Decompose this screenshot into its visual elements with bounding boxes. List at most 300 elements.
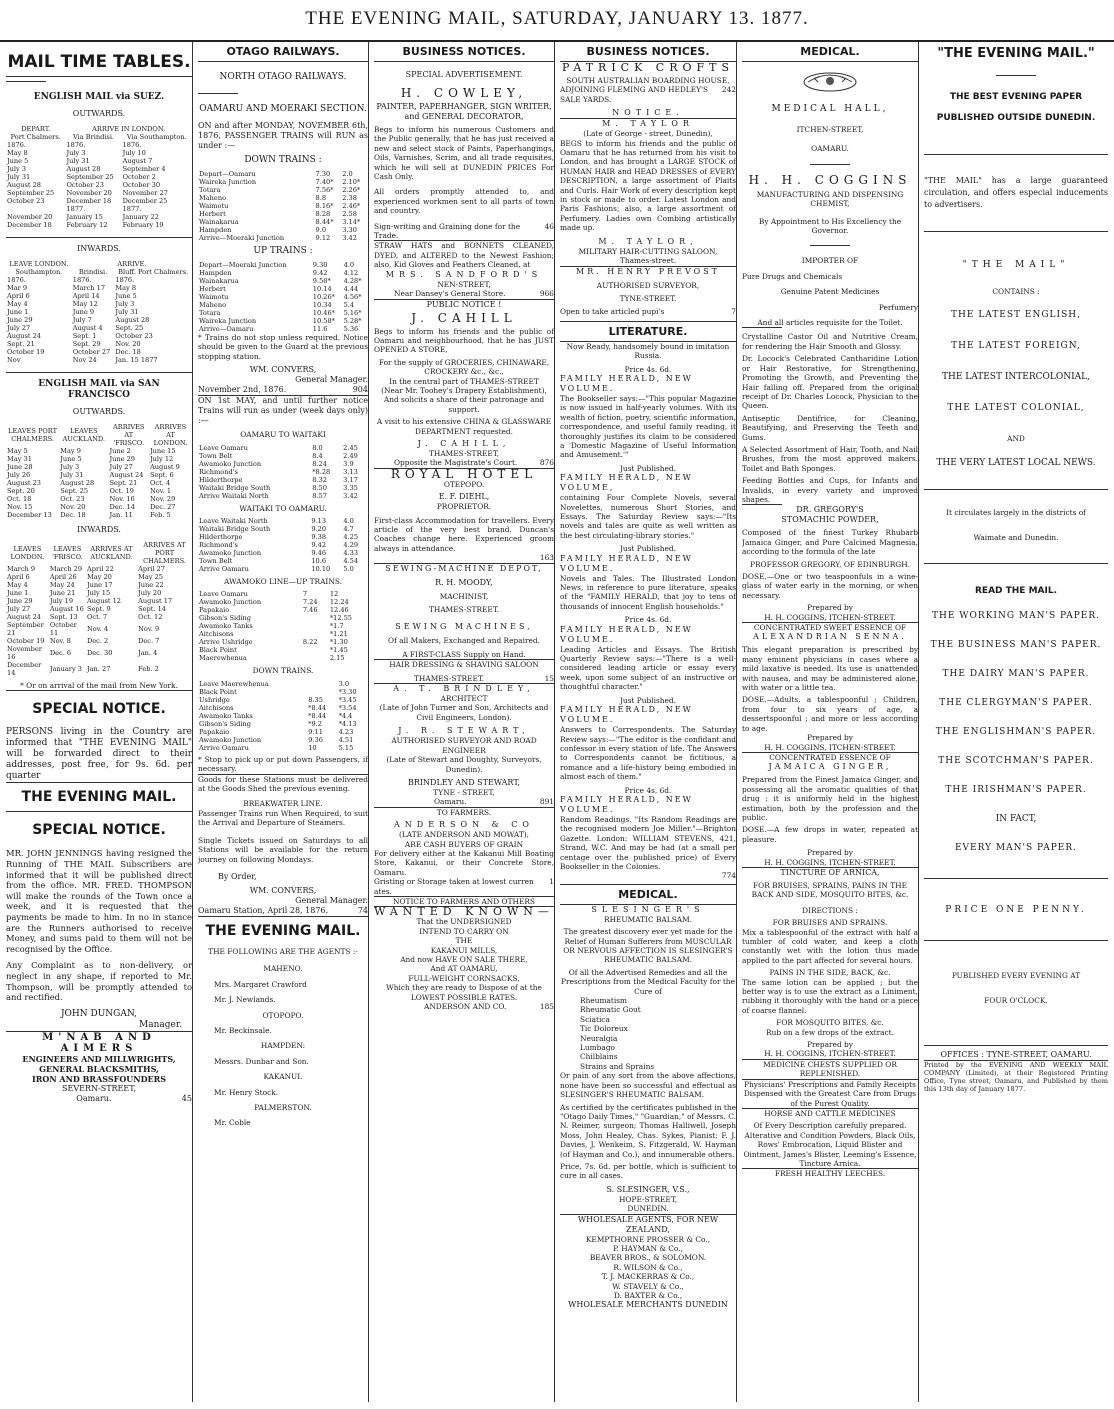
notice-title: NOTICE.	[612, 108, 684, 118]
cahill-supply: For the supply of GROCERIES, CHINAWARE, CROCKERY &c., &c.,	[378, 357, 550, 377]
sf-inwards-label: INWARDS.	[77, 525, 121, 534]
circulation-text: "THE MAIL" has a large guaranteed circulation, and offers especial inducements to advertisers.	[924, 176, 1108, 209]
product-1: Crystalline Castor Oil and Nutritive Cream, for rendering the Hair Smooth and Glossy.	[742, 332, 918, 351]
in-fact: IN FACT,	[995, 813, 1037, 824]
literature-price: Price 4s. 6d.	[624, 785, 672, 795]
to-farmers: TO FARMERS.	[436, 807, 492, 817]
brindley-text: (Late of John Turner and Son, Architects and Civil Engineers, London).	[379, 703, 549, 722]
goods-note: Goods for these Stations must be delivered at the Goods Shed the previous evening.	[198, 774, 368, 794]
agent-place-otopopo: OTOPOPO.	[262, 1010, 304, 1020]
horse-medicines: HORSE AND CATTLE MEDICINES	[764, 1108, 896, 1118]
literature-item	[560, 615, 736, 691]
balsam-title: RHEUMATIC BALSAM.	[604, 914, 692, 924]
bs-number: 891	[539, 797, 554, 807]
down-cell: Herbert	[199, 210, 226, 218]
literature-title: FAMILY HERALD, NEW VOLUME.	[560, 705, 693, 725]
column-evening-mail	[924, 42, 1108, 1402]
up-trains-table	[198, 261, 368, 333]
contains-label: CONTAINS :	[992, 287, 1040, 296]
gregory-powder: STOMACHIC POWDER,	[781, 515, 879, 525]
literature-item	[560, 544, 736, 611]
tickets-text: Single Tickets issued on Saturdays to all Stations will be available for the return journey on following Mondays.	[198, 835, 368, 864]
product-2: Dr. Locock's Celebrated Cantharidine Lotion or Hair Restorative, for Strengthening, Promoting the Growth, and Preventing the Hair falling off. Prepared from the original receipt of Dr. Charles Locock, Physician to the Queen.	[742, 354, 918, 411]
literature-intro: Now Ready, handsomely bound in imitation Russia.	[566, 341, 730, 361]
wanted-line-4: KAKANUI MILLS,	[430, 945, 498, 955]
gregory-dose: DOSE.—One or two teaspoonfuls in a wine-glass of water early in the morning, or when necessary.	[742, 572, 918, 600]
up-cell: 10.26*	[312, 293, 335, 301]
column-business-notices-1	[374, 42, 555, 1402]
coggins-appointment: By Appointment to His Excellency the Governor.	[758, 216, 902, 236]
dir-1: FOR BRUISES AND SPRAINS.	[772, 918, 888, 928]
down-cell: Maheno	[199, 194, 227, 202]
sandford-near: Near Dansey's General Store.	[394, 289, 506, 299]
medical-hall: MEDICAL HALL,	[771, 104, 889, 114]
down-row	[198, 186, 368, 194]
business-notices-heading-2: BUSINESS NOTICES.	[560, 42, 736, 62]
down-cell: 2.10*	[342, 178, 361, 186]
down-cell: 7.56*	[315, 186, 334, 194]
agent-place-palmerston: PALMERSTON.	[254, 1102, 312, 1112]
railway-note: * Trains do not stop unless required. Notice should be given to the Guard at the previous stopping station.	[198, 333, 368, 361]
import-2: Genuine Patent Medicines	[780, 287, 880, 297]
literature-list	[560, 365, 736, 872]
literature-price: Just Published.	[619, 695, 677, 705]
four-oclock: FOUR O'CLOCK.	[984, 996, 1048, 1006]
anderson-late: (LATE ANDERSON AND MOWAT),	[398, 830, 530, 840]
otago-railways-heading: OTAGO RAILWAYS.	[198, 42, 368, 62]
the-mail-title: "THE MAIL"	[962, 260, 1070, 270]
date-1: November 2nd, 1876.	[198, 385, 287, 395]
special-advertisement: SPECIAL ADVERTISEMENT.	[405, 70, 523, 79]
down-row	[198, 218, 368, 226]
taylor-text: BEGS to inform his friends and the public of Oamaru that he has returned from his visit to London, and has brought a LARGE STOCK of HUMAN HAIR and HEAD DRESSES of EVERY DESCRIPTION, a large assortment of Plaits and Curls. Hair Work of every description kept in stock or made to order. Latest London and Paris Fashions; also, a large assortment of Perfumery. Ladies own Combing artistically made up.	[560, 138, 736, 233]
toilet: And all articles requisite for the Toilet.	[757, 318, 903, 328]
taylor-name: M. TAYLOR	[602, 119, 694, 129]
oamaru-waitaki-table: Leave Oamaru 8.0 2.45 Town Belt 8.4 2.49 Awamoko Junction 8.24 3.9 Richmond's *8.28 3.13 Hilderthorpe 8.32 3.17 Waitaki Bridge South 8.50 3.35 Arrive Waitaki North 8.57 3.42	[199, 443, 358, 500]
inwards-label: INWARDS.	[77, 244, 121, 253]
down-cell: 7.30	[315, 170, 331, 178]
literature-text: Leading Articles and Essays. The British Quarterly Review says:—"There is a well-considered leading article or essay every week, upon some subject of an instructive or thoughtful character."	[560, 644, 736, 692]
agent-stock: Mr. Henry Stock.	[214, 1087, 279, 1097]
up-row	[198, 269, 368, 277]
up-row	[198, 309, 368, 317]
column-mail-time-tables	[6, 42, 193, 1402]
down-cell: 2.38	[342, 194, 357, 202]
districts-text: Waimate and Dunedin.	[973, 533, 1059, 543]
wholesale-5: T. J. MACKERRAS & Co.,	[601, 1272, 695, 1282]
awamoko-up-table: Leave Oamaru 7 12 Awamoko Junction 7.24 12.24 Papakaio 7.46 12.46 Gibson's Siding *12.55 Awamoko Tanks *1.7 Aitchisons *1.21 Arrive Ushridge 8.22 *1.30 Black Point *1.45 Maerewhenua 2.15	[199, 590, 353, 663]
hair-number: 15	[544, 673, 554, 683]
up-cell: Depart—Moeraki Junction	[199, 261, 287, 269]
sf-inwards-table: LEAVES LONDON. LEAVES 'FRISCO. ARRIVES AT AUCKLAND. ARRIVES AT PORT CHALMERS. March 9 March 29 April 22 April 27 April 6 April 26 May 20 May 25 May 4 May 24 June 17 June 22 June 1 June 21 July 15 July 20 June 29 July 19 August 12 August 17 July 27 August 16 Sept. 9 Sept. 14 August 24 Sept. 13 Oct. 7 Oct. 12 September 21 October 11 Nov. 4 Nov. 9 October 19 Nov. 8 Dec. 2 Dec. 7 November 16 Dec. 6 Dec. 30 Jan. 4 December 14 January 3 Jan. 27 Feb. 2	[7, 541, 186, 677]
published-every-evening: PUBLISHED EVERY EVENING AT	[951, 970, 1081, 980]
literature-item	[560, 786, 736, 872]
and-label: AND	[1007, 434, 1025, 444]
coggins-sig-3: H. H. COGGINS, ITCHEN-STREET.	[764, 857, 896, 867]
sewing-text: Of all Makers, Exchanged and Repaired.	[388, 636, 540, 646]
importer-title: IMPORTER OF	[801, 256, 859, 266]
offices: OFFICES : TYNE-STREET, OAMARU.	[940, 1050, 1092, 1060]
latest-intercolonial: THE LATEST INTERCOLONIAL,	[941, 372, 1091, 383]
down-row	[198, 210, 368, 218]
senna-text: This elegant preparation is prescribed by many eminent physicians in cases where a mild laxative is needed. Its use is unattended with nausea, and may be administered alone, with water or a little tea.	[742, 645, 918, 693]
thames-street: THAMES-STREET.	[428, 605, 500, 615]
wanted-line-5: And now HAVE ON SALE THERE,	[400, 955, 528, 964]
medical-heading: MEDICAL.	[742, 42, 918, 62]
wholesale-agents: WHOLESALE AGENTS, FOR NEW ZEALAND,	[577, 1214, 719, 1234]
balsam-text-2: Of all the Advertised Remedies and all the Prescriptions from the Medical Faculty for the Cure of	[561, 967, 735, 996]
agent-place-kakanui: KAKANUI.	[263, 1072, 303, 1082]
sandford-name: MRS. SANDFORD'S	[385, 269, 543, 279]
taylor-role: MILITARY HAIR-CUTTING SALOON,	[578, 246, 718, 256]
machinist: MACHINIST,	[439, 591, 489, 601]
outwards-label: OUTWARDS.	[72, 109, 126, 118]
prepared-by-4: Prepared by	[807, 1040, 853, 1050]
waitaki-oamaru-title: WAITAKI TO OAMARU.	[239, 503, 327, 513]
up-cell: 5.4	[343, 301, 355, 309]
down-row	[198, 178, 368, 186]
crofts-address: ADJOINING FLEMING AND HEDLEY'S SALE YARDS.	[560, 85, 709, 104]
taylor-signature: M. TAYLOR,	[598, 236, 698, 246]
prevost-name: MR. HENRY PREVOST	[576, 266, 720, 276]
coggins-sig-1: H. H. COGGINS, ITCHEN-STREET.	[764, 612, 896, 622]
wholesale-6: W. STAVELY & Co.,	[612, 1281, 684, 1291]
horse-text: Of Every Description carefully prepared. Alterative and Condition Powders, Black Oils, Rows' Embrocation, Liquid Blister and Ointment, James's Blister, Leeming's Essence, Tincture Arnica.	[743, 1121, 917, 1168]
down-cell: 2.46*	[342, 202, 361, 210]
sf-outwards-label: OUTWARDS.	[72, 407, 126, 416]
literature-title: FAMILY HERALD, NEW VOLUME.	[560, 794, 693, 814]
cowley-number: 46	[544, 221, 554, 231]
hall-address: ITCHEN-STREET,	[796, 125, 864, 134]
up-cell: Waireka Junction	[199, 317, 257, 325]
literature-item	[560, 365, 736, 460]
up-cell: Wainakarua	[199, 277, 239, 285]
up-cell: Totara	[199, 309, 221, 317]
coggins-sig-4: H. H. COGGINS, ITCHEN-STREET.	[764, 1049, 896, 1059]
bs-place: Oamaru.	[434, 797, 467, 807]
special-notice-text: PERSONS living in the Country are informed that "THE EVENING MAIL" will be forwarded direct to their addresses, post free, for 9s. 6d. per quarter	[6, 727, 192, 782]
up-cell: 9.42	[312, 269, 328, 277]
up-row	[198, 317, 368, 325]
dungan-role: Manager.	[138, 1019, 182, 1030]
up-cell: 11.6	[312, 325, 328, 333]
up-cell: 10.14	[312, 285, 332, 293]
sf-title: ENGLISH MAIL via SAN FRANCISCO	[38, 379, 160, 400]
ailment-6: Lumbago	[580, 1043, 615, 1053]
newspaper-title: THE EVENING MAIL, SATURDAY, JANUARY 13. 1877.	[305, 8, 809, 29]
ailment-7: Chilblains	[580, 1052, 618, 1062]
dir-3-text: Rub on a few drops of the extract.	[766, 1027, 894, 1037]
bs-address: TYNE - STREET,	[433, 787, 495, 797]
down-cell: 8.8	[315, 194, 327, 202]
cahill-signature: J. CAHILL,	[417, 438, 511, 448]
literature-title: FAMILY HERALD, NEW VOLUME,	[560, 473, 693, 493]
up-cell: 5.16*	[343, 309, 362, 317]
prepared-by-2: Prepared by	[807, 733, 853, 743]
ailments	[560, 996, 736, 1071]
up-row	[198, 261, 368, 269]
leeches: FRESH HEALTHY LEECHES.	[774, 1169, 886, 1179]
cahill-address: THAMES-STREET,	[428, 448, 500, 458]
medicine-chests: MEDICINE CHESTS SUPPLIED OR REPLENISHED.	[763, 1059, 897, 1079]
gregory-name: DR. GREGORY'S	[796, 505, 864, 515]
crofts-name: PATRICK CROFTS	[561, 61, 735, 74]
literature-text: Answers to Correspondents. The Saturday Review says:—"The editor is the confidant and confessor in every station of life. The Answers to Correspondents cannot be fictitious, a romance and a life-history being embodied in almost each of them."	[560, 725, 736, 782]
taylor-address: Thames-street.	[619, 256, 677, 266]
up-cell: 10.46*	[312, 309, 335, 317]
literature-heading: LITERATURE.	[560, 321, 736, 342]
anderson-name: ANDERSON & CO	[394, 820, 534, 830]
paper-clergyman: THE CLERGYMAN'S PAPER.	[939, 697, 1093, 708]
literature-number: 774	[721, 871, 736, 881]
balsam-price: Price, 7s. 6d. per bottle, which is sufficient to cure in all cases.	[560, 1161, 736, 1181]
slesinger-city: DUNEDIN.	[627, 1204, 669, 1214]
wholesale-2: P. HAYMAN & Co.,	[613, 1243, 683, 1253]
medical-heading-col4: MEDICAL.	[560, 884, 736, 905]
paper-dairy: THE DAIRY MAN'S PAPER.	[942, 668, 1090, 679]
paper-englishman: THE ENGLISHMAN'S PAPER.	[935, 726, 1097, 737]
up-row	[198, 277, 368, 285]
directions: DIRECTIONS :	[802, 905, 858, 915]
down-cell: Hampden	[199, 226, 232, 234]
latest-colonial: THE LATEST COLONIAL,	[947, 403, 1085, 414]
royal-role: PROPRIETOR.	[436, 502, 492, 512]
sewing-machines: SEWING MACHINES,	[395, 622, 533, 632]
straw-hats-text: STRAW HATS and BONNETS CLEANED, DYED, and ALTERED to the Newest Fashion; also, Kid Gloves and Feathers Cleaned, at	[374, 241, 554, 270]
published-outside: PUBLISHED OUTSIDE DUNEDIN.	[936, 113, 1096, 123]
breakwater-title: BREAKWATER LINE.	[243, 799, 323, 809]
dir-3: FOR MOSQUITO BITES, &c.	[776, 1018, 884, 1028]
down-trains-table	[198, 170, 368, 242]
wanted-line-6: And AT OAMARU,	[430, 964, 498, 974]
cahill-number: 876	[539, 458, 554, 468]
mnab-place: Oamaru.	[76, 1093, 112, 1103]
cahill-name: J. CAHILL	[411, 310, 517, 325]
sewing-depot: SEWING-MACHINE DEPOT,	[385, 563, 543, 573]
coggins-name: H. H. COGGINS	[748, 172, 912, 187]
product-3: Antiseptic Dentifrice, for Cleaning, Beautifying, and Preserving the Teeth and Gums.	[742, 413, 918, 442]
slesinger-address: HOPE-STREET,	[618, 1194, 678, 1204]
up-cell: 4.0	[343, 261, 355, 269]
sandford-address: NEN-STREET,	[437, 279, 491, 289]
up-row	[198, 285, 368, 293]
slesinger-name: SLESINGER'S	[591, 904, 705, 914]
ginger-dose: DOSE.—A few drops in water, repeated at pleasure.	[742, 825, 918, 844]
convers-sig-1: WM. CONVERS,	[249, 365, 317, 375]
price-one-penny: PRICE ONE PENNY.	[945, 904, 1087, 915]
agent-place-maheno: MAHENO.	[263, 964, 303, 974]
agent-place-hampden: HAMPDEN:	[260, 1041, 306, 1051]
cahill-opposite: Opposite the Magistrate's Court.	[394, 458, 518, 468]
arnica-title: TINCTURE OF ARNICA,	[780, 867, 880, 877]
evening-mail-heading: THE EVENING MAIL.	[21, 789, 177, 806]
prevost-pupils: Open to take articled pupi's	[560, 307, 665, 317]
down-cell: Arrive—Moeraki Junction	[199, 234, 285, 242]
hair-saloon: HAIR DRESSING & SHAVING SALOON	[389, 660, 539, 670]
wholesale-end: WHOLESALE MERCHANTS DUNEDIN	[568, 1300, 728, 1310]
mail-footnote: * Or on arrival of the mail from New York.	[20, 681, 178, 690]
senna-title: CONCENTRATED SWEET ESSENCE OF	[753, 623, 907, 633]
royal-owner: E. F. DIEHL,	[438, 492, 490, 502]
coggins-sig-2: H. H. COGGINS, ITCHEN-STREET.	[764, 742, 896, 752]
taylor-late: (Late of George - street, Dunedin),	[583, 129, 713, 139]
column-otago-railways	[198, 42, 369, 1402]
imprint: Printed by the EVENING AND WEEKLY MAIL COMPANY (Limited), at their Registered Printing Office, Tyne street, Oamaru, and Published by them this 13th day of January 1877.	[924, 1061, 1108, 1094]
mnab-line-2: GENERAL BLACKSMITHS,	[39, 1063, 159, 1074]
sandford-number: 966	[539, 289, 554, 299]
senna-name: ALEXANDRIAN SENNA.	[753, 632, 907, 642]
mail-time-tables-heading: MAIL TIME TABLES.	[6, 52, 192, 77]
date-2: Oamaru Station, April 28, 1876.	[198, 905, 329, 915]
wanted-line-3: THE	[455, 936, 473, 946]
railway-intro-2: ON 1st MAY, and until further notice Trains will run as under (week days only) :—	[198, 396, 368, 426]
notice-to-farmers: NOTICE TO FARMERS AND OTHERS	[393, 896, 535, 906]
down-row	[198, 194, 368, 202]
cowley-text: Begs to inform his numerous Customers and the Public generally, that he has just received a new and select stock of Paints, Paperhangings, Oils, Varnishes, Scrim, and all trade requisites, which he will sell at DUNEDIN PRICES For Cash Only.	[374, 125, 554, 182]
ailment-8: Strains and Sprains	[580, 1061, 655, 1071]
down-cell: Depart—Oamaru	[199, 170, 256, 178]
down-cell: 8.28	[315, 210, 331, 218]
agent-coble: Mr. Coble	[214, 1118, 251, 1128]
royal-crest-icon	[742, 68, 918, 98]
gregory-text: Composed of the finest Turkey Rhubarb Jamaica Ginger, and Pure Calcined Magnesia, according to the formula of the late	[742, 528, 918, 557]
dir-1-text: Mix a tablespoonful of the extract with half a tumbler of cold water, and keep a cloth constantly wet with the lotion thus made applied to the part affected for several hours.	[742, 927, 918, 965]
prevost-address: TYNE-STREET.	[619, 293, 677, 303]
paper-irishman: THE IRISHMAN'S PAPER.	[945, 784, 1087, 795]
special-notice-heading-2: SPECIAL NOTICE.	[32, 822, 166, 839]
crofts-house: SOUTH AUSTRALIAN BOARDING HOUSE,	[566, 76, 730, 85]
column-medical	[742, 42, 919, 1402]
slesinger-signature: S. SLESINGER, V.S.,	[606, 1184, 690, 1194]
moody-name: R. H. MOODY,	[435, 577, 493, 587]
local-news: THE VERY LATEST LOCAL NEWS.	[936, 457, 1096, 468]
north-otago-title: NORTH OTAGO RAILWAYS.	[219, 72, 347, 82]
mnab-line-3: IRON AND BRASSFOUNDERS	[31, 1073, 167, 1084]
up-cell: 5.36	[343, 325, 359, 333]
down-row	[198, 202, 368, 210]
anderson-buyers: ARE CASH BUYERS OF GRAIN	[404, 839, 524, 849]
convers-role-1: General Manager.	[295, 375, 368, 385]
down-cell: 9.0	[315, 226, 327, 234]
awamoko-down-title: DOWN TRAINS.	[252, 666, 314, 676]
column-business-notices-2	[560, 42, 737, 1402]
hair-address: THAMES-STREET.	[414, 673, 485, 683]
every-man: EVERY MAN'S PAPER.	[954, 842, 1078, 853]
down-cell: 2.26*	[342, 186, 361, 194]
oamaru-waitaki-title: OAMARU TO WAITAKI	[240, 430, 326, 440]
prescriptions: Physicians' Prescriptions and Family Receipts Dispensed with the Greatest Care from Drugs of the Purest Quality.	[743, 1079, 917, 1108]
down-cell: 3.30	[342, 226, 357, 234]
business-notices-heading-1: BUSINESS NOTICES.	[374, 42, 554, 62]
stewart-text: (Late of Stewart and Doughty, Surveyors, Dunedin).	[386, 755, 542, 774]
agent-beckinsale: Mr. Beckinsale.	[214, 1025, 272, 1035]
best-evening-paper: THE BEST EVENING PAPER	[949, 92, 1083, 102]
brindley-name: A. T. BRINDLEY,	[393, 684, 535, 694]
up-cell: 4.12	[343, 269, 359, 277]
gregory-professor: PROFESSOR GREGORY, OF EDINBURGH.	[749, 559, 911, 569]
dungan-signature: JOHN DUNGAN,	[60, 1008, 138, 1019]
cahill-central: In the central part of THAMES-STREET	[389, 376, 539, 386]
up-row	[198, 325, 368, 333]
convers-role-2: General Manager.	[295, 895, 368, 905]
mnab-heading: M'NAB AND AIMERS	[42, 1031, 156, 1054]
literature-price: Price 4s. 6d.	[624, 615, 672, 625]
agents-title: THE FOLLOWING ARE THE AGENTS :-	[208, 946, 358, 956]
literature-text: containing Four Complete Novels, several Novelettes, numerous Short Stories, and Essays. The Saturday Review says:—"Its novels and tales are quite as well written as the best circulating-library stories."	[560, 493, 736, 540]
complaint-notice: Any Complaint as to non-delivery, or neglect in any shape, if reported to Mr. Thompson, will be promptly attended to and rectified.	[6, 960, 192, 1003]
prevost-number: 7	[731, 307, 736, 317]
paper-business: THE BUSINESS MAN'S PAPER.	[930, 639, 1102, 650]
wanted-known: WANTED KNOWN—	[374, 905, 554, 919]
literature-item	[560, 464, 736, 540]
down-cell: 3.14*	[342, 218, 361, 226]
up-row	[198, 293, 368, 301]
down-cell: Totara	[199, 186, 221, 194]
awamoko-title: AWAMOKO LINE—UP TRAINS.	[224, 577, 342, 587]
read-the-mail: READ THE MAIL.	[974, 585, 1058, 596]
up-cell: Maheno	[199, 301, 227, 309]
literature-title: FAMILY HERALD, NEW VOLUME.	[560, 553, 693, 573]
up-cell: Hampden	[199, 269, 232, 277]
up-cell: 4.56*	[343, 293, 362, 301]
suez-title: ENGLISH MAIL via SUEZ.	[33, 92, 165, 102]
royal-hotel: ROYAL HOTEL	[390, 466, 538, 481]
ginger-title: CONCENTRATED ESSENCE OF	[769, 752, 891, 762]
literature-price: Just Published.	[619, 544, 677, 554]
down-row	[198, 234, 368, 242]
literature-title: FAMILY HERALD, NEW VOLUME.	[560, 624, 693, 644]
royal-text: First-class Accommodation for travellers. Every article of the very best brand. Duncan's Coaches change here. Experienced groom always in attendance.	[374, 515, 554, 553]
cowley-text-3: Sign-writing and Graining done for the Trade.	[374, 221, 521, 241]
product-4: A Selected Assortment of Hair, Tooth, and Nail Brushes, from the most approved makers. Toilet and Bath Sponges.	[742, 444, 918, 473]
paper-working: THE WORKING MAN'S PAPER.	[932, 610, 1100, 621]
prepared-by-3: Prepared by	[807, 848, 853, 858]
up-cell: 4.28*	[343, 277, 362, 285]
convers-sig-2: WM. CONVERS,	[249, 885, 317, 895]
royal-place: OTEPOPO.	[443, 479, 485, 489]
hall-place: OAMARU.	[811, 144, 849, 154]
literature-price: Price 4s. 6d.	[624, 364, 672, 374]
agent-crawford: Mrs. Margaret Crawford	[214, 979, 307, 989]
import-3: Perfumery	[878, 302, 918, 312]
down-row	[198, 170, 368, 178]
up-cell: Waimotu	[199, 293, 229, 301]
literature-item	[560, 696, 736, 782]
crofts-number: 242	[721, 85, 736, 95]
up-cell: 9.30	[312, 261, 328, 269]
up-row	[198, 301, 368, 309]
literature-text: Novels and Tales. The Illustrated London News, in reference to pure literature, speaks of the "FAMILY HERALD, that joy to tens of thousands of innocent English households."	[560, 573, 736, 611]
royal-number: 163	[539, 553, 554, 563]
cahill-text: Begs to inform his friends and the public of Oamaru and neighbourhood, that he has JUST OPENED A STORE,	[374, 326, 554, 355]
suez-inwards-table: LEAVE LONDON. ARRIVE. Southampton. Brindisi. Bluff. Port Chalmers. 1876. 1876. 1876. Mar 9 March 17 May 8 April 6 April 14 June 5 May 4 May 12 July 3 June 1 June 9 July 31 June 29 July 7 August 28 July 27 August 4 Sept. 25 August 24 Sept. 1 October 23 Sept. 21 Sept. 29 Nov. 20 October 19 October 27 Dec. 18 Nov Nov 24 Jan. 15 1877	[7, 260, 189, 364]
wholesale-1: KEMPTHORNE PROSSER & Co.,	[585, 1234, 711, 1244]
brindley-role: ARCHITECT	[440, 694, 488, 704]
agent-dunbar: Messrs. Dunbar and Son.	[214, 1056, 309, 1066]
wanted-line-9: LOWEST POSSIBLE RATES.	[410, 992, 518, 1002]
down-cell: 3.42	[342, 234, 357, 242]
special-notice-heading: SPECIAL NOTICE.	[32, 701, 166, 718]
up-cell: 10.34	[312, 301, 332, 309]
awamoko-down-table: Leave Maerewhenua 3.0 Black Point *3.30 Ushridge 8.35 *3.45 Aitchisons *8.44 *3.54 Awamoko Tanks *8.44 *4.4 Gibson's Siding *9.2 *4.13 Papakaio 9.11 4.23 Awamoko Junction 9.36 4.51 Arrive Oamaru 10 5.15	[199, 679, 357, 752]
literature-title: FAMILY HERALD, NEW VOLUME.	[560, 373, 693, 393]
public-notice: PUBLIC NOTICE !	[426, 299, 502, 309]
evening-mail-agents-heading: THE EVENING MAIL.	[205, 922, 361, 939]
ailment-1: Rheumatism	[580, 996, 628, 1006]
prevost-role: AUTHORISED SURVEYOR,	[596, 280, 700, 290]
latest-foreign: THE LATEST FOREIGN,	[951, 341, 1081, 352]
down-cell: 8.16*	[315, 202, 334, 210]
